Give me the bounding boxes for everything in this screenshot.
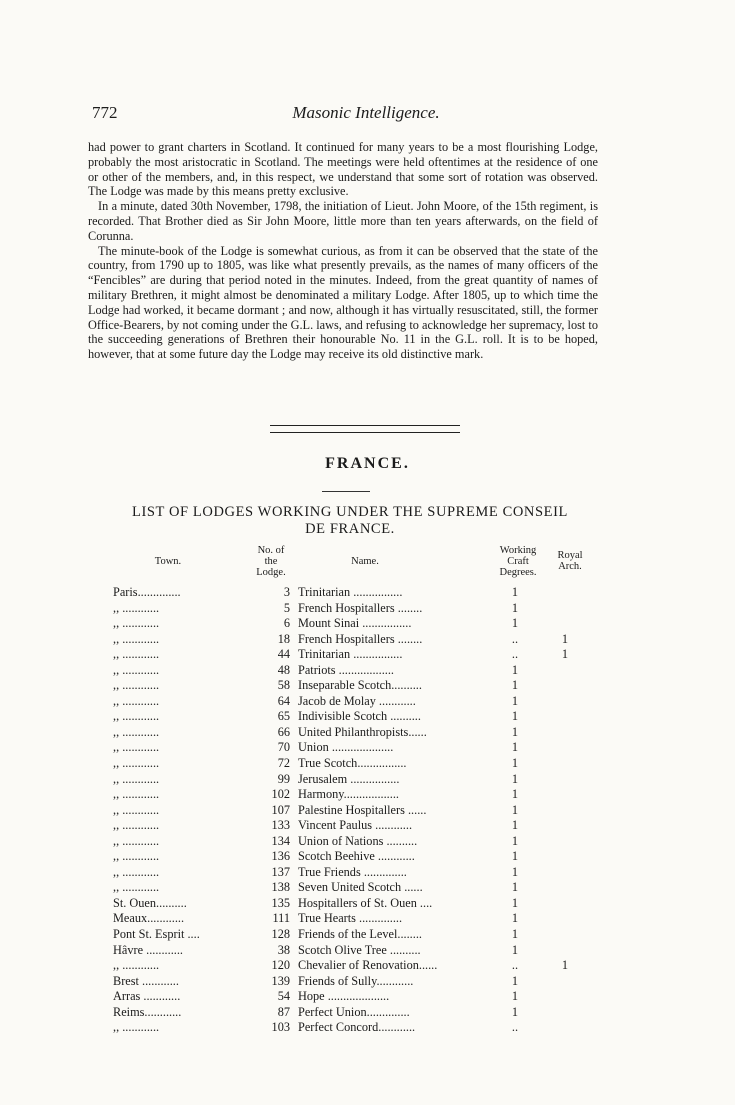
cell-craft: 1 (511, 740, 519, 755)
table-row (113, 803, 603, 819)
cell-town: Hâvre ............ (113, 942, 184, 957)
cell-craft: 1 (511, 849, 519, 864)
cell-name: Indivisible Scotch .......... (298, 709, 421, 724)
cell-no: 120 (271, 958, 290, 973)
cell-name: Jerusalem ................ (298, 771, 400, 786)
cell-name: Union of Nations .......... (298, 833, 418, 848)
cell-town: Pont St. Esprit .... (113, 927, 200, 942)
cell-no: 87 (277, 1004, 290, 1019)
cell-no: 139 (271, 973, 290, 988)
header-craft-line: Degrees. (499, 567, 537, 578)
table-row (113, 911, 603, 927)
cell-name: French Hospitallers ........ (298, 631, 423, 646)
cell-craft: 1 (511, 709, 519, 724)
cell-craft: .. (511, 1020, 519, 1035)
cell-royal: 1 (561, 958, 569, 973)
cell-craft: 1 (511, 927, 519, 942)
cell-name: Harmony.................. (298, 787, 399, 802)
cell-town: Paris.............. (113, 585, 181, 599)
table-row (113, 834, 603, 850)
cell-no: 128 (271, 927, 290, 942)
cell-town: ,, ............ (113, 631, 160, 646)
cell-town: Brest ............ (113, 973, 179, 988)
cell-craft: 1 (511, 756, 519, 771)
cell-town: ,, ............ (113, 756, 160, 771)
cell-name: Vincent Paulus ............ (298, 818, 413, 833)
cell-town: ,, ............ (113, 724, 160, 739)
page-number: 772 (92, 103, 118, 122)
cell-town: ,, ............ (113, 616, 160, 631)
table-row (113, 989, 603, 1005)
cell-town: Arras ............ (113, 989, 181, 1004)
cell-craft: 1 (511, 771, 519, 786)
cell-craft: 1 (511, 880, 519, 895)
running-title: Masonic Intelligence. (292, 103, 440, 122)
table-row (113, 678, 603, 694)
cell-town: ,, ............ (113, 647, 160, 662)
cell-no: 70 (277, 740, 290, 755)
cell-craft: .. (511, 647, 519, 662)
cell-town: ,, ............ (113, 740, 160, 755)
cell-craft: 1 (511, 662, 519, 677)
body-text (88, 140, 598, 362)
section-title: FRANCE. (325, 455, 410, 472)
cell-no: 5 (283, 600, 290, 615)
cell-craft: 1 (511, 942, 519, 957)
cell-name: Scotch Beehive ............ (298, 849, 415, 864)
cell-no: 58 (277, 678, 290, 693)
cell-no: 65 (277, 709, 290, 724)
cell-craft: 1 (511, 818, 519, 833)
cell-no: 64 (277, 693, 290, 708)
cell-craft: .. (511, 958, 519, 973)
cell-no: 138 (271, 880, 290, 895)
table-row (113, 585, 603, 601)
cell-craft: 1 (511, 802, 519, 817)
table-row (113, 943, 603, 959)
cell-town: Reims............ (113, 1004, 182, 1019)
cell-name: Trinitarian ................ (298, 585, 403, 599)
cell-no: 48 (277, 662, 290, 677)
subtitle-line: DE FRANCE. (305, 521, 395, 537)
cell-no: 44 (277, 647, 290, 662)
cell-no: 103 (271, 1020, 290, 1035)
table-row (113, 725, 603, 741)
cell-no: 38 (277, 942, 290, 957)
table-row (113, 849, 603, 865)
cell-name: Inseparable Scotch.......... (298, 678, 422, 693)
cell-no: 133 (271, 818, 290, 833)
cell-craft: 1 (511, 864, 519, 879)
cell-name: Friends of the Level........ (298, 927, 422, 942)
cell-craft: 1 (511, 585, 519, 599)
cell-town: ,, ............ (113, 771, 160, 786)
cell-name: Mount Sinai ................ (298, 616, 412, 631)
table-row (113, 865, 603, 881)
cell-name: Trinitarian ................ (298, 647, 403, 662)
cell-name: Seven United Scotch ...... (298, 880, 423, 895)
cell-town: ,, ............ (113, 864, 160, 879)
section-subtitle (90, 504, 610, 538)
cell-town: ,, ............ (113, 693, 160, 708)
cell-name: French Hospitallers ........ (298, 600, 423, 615)
header-name: Name. (351, 556, 379, 567)
cell-no: 111 (272, 911, 290, 926)
cell-town: ,, ............ (113, 833, 160, 848)
cell-craft: 1 (511, 833, 519, 848)
paragraph: The minute-book of the Lodge is somewhat curious, as from it can be observed that the state of the country, from 1790 up to 1805, was like what presently prevails, as the names of many officers of the “Fencibles” are during that period noted in the minutes. Indeed, from the great quantity of names of military Brethren, it might almost be denominated a military Lodge. After 1805, up to which time the Lodge had worked, it became dormant ; and now, although it has virtually resuscitated, still, the former Office-Bearers, by not coming under the G.L. laws, and refusing to acknowledge her supremacy, lost to the succeeding generations of Brethren their honourable No. 11 in the G.L. roll. It is to be hoped, however, that at some future day the Lodge may receive its old distinctive mark. (88, 243, 598, 362)
table-row (113, 818, 603, 834)
cell-town: ,, ............ (113, 709, 160, 724)
cell-no: 66 (277, 724, 290, 739)
header-craft (490, 545, 546, 578)
table-row (113, 740, 603, 756)
cell-town: Meaux............ (113, 911, 185, 926)
cell-name: Chevalier of Renovation...... (298, 958, 438, 973)
cell-name: Palestine Hospitallers ...... (298, 802, 427, 817)
cell-town: ,, ............ (113, 849, 160, 864)
header-craft-line: Craft (507, 556, 529, 567)
cell-royal: 1 (561, 647, 569, 662)
cell-craft: 1 (511, 693, 519, 708)
header-town: Town. (154, 556, 182, 567)
cell-name: Scotch Olive Tree .......... (298, 942, 421, 957)
cell-name: True Hearts .............. (298, 911, 403, 926)
cell-craft: 1 (511, 616, 519, 631)
page-header (92, 103, 640, 125)
cell-no: 135 (271, 895, 290, 910)
table-row (113, 601, 603, 617)
cell-name: True Scotch................ (298, 756, 407, 771)
table-row (113, 756, 603, 772)
table-row (113, 958, 603, 974)
header-royal-line: Arch. (558, 561, 582, 572)
cell-craft: 1 (511, 724, 519, 739)
cell-craft: 1 (511, 787, 519, 802)
cell-no: 102 (271, 787, 290, 802)
cell-craft: 1 (511, 973, 519, 988)
cell-no: 134 (271, 833, 290, 848)
cell-craft: 1 (511, 989, 519, 1004)
cell-no: 6 (283, 616, 290, 631)
cell-craft: .. (511, 631, 519, 646)
cell-craft: 1 (511, 600, 519, 615)
cell-town: ,, ............ (113, 678, 160, 693)
cell-name: Hospitallers of St. Ouen .... (298, 895, 433, 910)
cell-town: ,, ............ (113, 662, 160, 677)
header-number (246, 545, 296, 578)
header-craft-line: Working (499, 545, 537, 556)
title-underline (322, 491, 370, 492)
cell-name: Patriots .................. (298, 662, 394, 677)
cell-no: 137 (271, 864, 290, 879)
cell-no: 3 (283, 585, 290, 599)
header-number-line: Lodge. (256, 567, 286, 578)
cell-town: ,, ............ (113, 880, 160, 895)
table-row (113, 896, 603, 912)
table-row (113, 1005, 603, 1021)
paragraph: In a minute, dated 30th November, 1798, the initiation of Lieut. John Moore, of the 15th regiment, is recorded. That Brother died as Sir John Moore, little more than ten years afterwards, on the field of Corunna. (88, 199, 598, 243)
table-row (113, 709, 603, 725)
cell-name: Perfect Union.............. (298, 1004, 410, 1019)
cell-name: Hope .................... (298, 989, 390, 1004)
cell-town: ,, ............ (113, 802, 160, 817)
header-royal (550, 550, 590, 572)
cell-town: ,, ............ (113, 787, 160, 802)
table-row (113, 663, 603, 679)
cell-town: ,, ............ (113, 1020, 160, 1035)
table-row (113, 974, 603, 990)
cell-no: 107 (271, 802, 290, 817)
table-row (113, 616, 603, 632)
cell-name: Jacob de Molay ............ (298, 693, 416, 708)
cell-town: St. Ouen.......... (113, 895, 187, 910)
cell-name: Union .................... (298, 740, 394, 755)
table-row (113, 772, 603, 788)
cell-craft: 1 (511, 678, 519, 693)
cell-no: 136 (271, 849, 290, 864)
subtitle-line: LIST OF LODGES WORKING UNDER THE SUPREME CONSEIL (131, 504, 569, 520)
table-row (113, 632, 603, 648)
cell-town: ,, ............ (113, 958, 160, 973)
header-number-line: No. of (257, 545, 285, 556)
table-row (113, 927, 603, 943)
cell-name: True Friends .............. (298, 864, 407, 879)
cell-no: 99 (277, 771, 290, 786)
lodges-table (113, 585, 603, 1036)
header-royal-line: Royal (557, 550, 583, 561)
table-row (113, 787, 603, 803)
cell-craft: 1 (511, 1004, 519, 1019)
cell-no: 72 (277, 756, 290, 771)
cell-royal: 1 (561, 631, 569, 646)
table-row (113, 694, 603, 710)
cell-craft: 1 (511, 895, 519, 910)
cell-town: ,, ............ (113, 818, 160, 833)
cell-town: ,, ............ (113, 600, 160, 615)
table-row (113, 1020, 603, 1036)
header-number-line: the (264, 556, 278, 567)
cell-no: 18 (277, 631, 290, 646)
table-row (113, 880, 603, 896)
cell-craft: 1 (511, 911, 519, 926)
cell-name: Friends of Sully............ (298, 973, 414, 988)
table-row (113, 647, 603, 663)
cell-no: 54 (277, 989, 290, 1004)
cell-name: Perfect Concord............ (298, 1020, 416, 1035)
paragraph: had power to grant charters in Scotland. It continued for many years to be a most flourishing Lodge, probably the most aristocratic in Scotland. The meetings were held oftentimes at the residence of one or other of the members, and, in this respect, we understand that some sort of rotation was observed. The Lodge was made by this means pretty exclusive. (88, 140, 598, 199)
cell-name: United Philanthropists...... (298, 724, 427, 739)
section-divider (270, 425, 460, 433)
